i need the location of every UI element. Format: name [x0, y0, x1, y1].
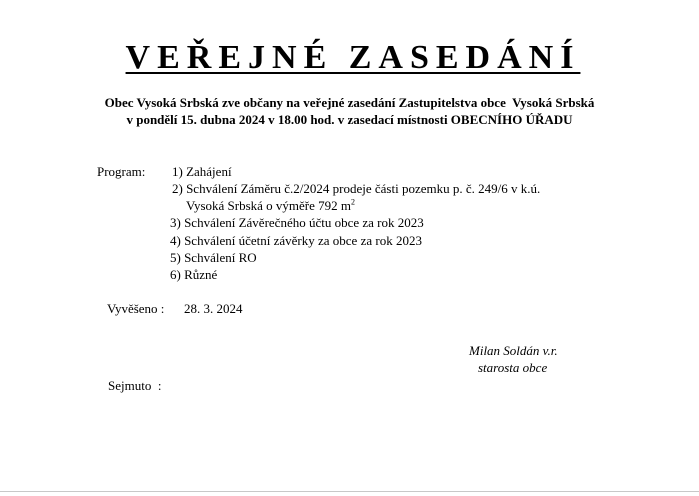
program-item-5: 5) Schválení RO — [170, 250, 257, 265]
posted-label: Vyvěšeno : — [107, 301, 165, 316]
page-bottom-border — [0, 491, 699, 492]
document-title: VEŘEJNÉ ZASEDÁNÍ — [125, 39, 581, 76]
signature-name: Milan Soldán v.r. — [469, 343, 558, 358]
program-item-2-continuation — [186, 197, 355, 214]
program-item-4: 4) Schválení účetní závěrky za obce za rok 2023 — [170, 233, 422, 248]
invitation-line-1: Obec Vysoká Srbská zve občany na veřejné zasedání Zastupitelstva obce Vysoká Srbská — [104, 95, 595, 110]
signature-role: starosta obce — [478, 360, 548, 375]
removed-label: Sejmuto : — [108, 378, 162, 393]
posted-date: 28. 3. 2024 — [184, 301, 243, 316]
area-superscript: 2 — [351, 197, 356, 207]
program-item-2-area: Vysoká Srbská o výměře 792 m — [186, 198, 352, 213]
program-item-3: 3) Schválení Závěrečného účtu obce za rok 2023 — [170, 215, 424, 230]
program-label: Program: — [97, 164, 146, 179]
program-item-2: 2) Schválení Záměru č.2/2024 prodeje části pozemku p. č. 249/6 v k.ú. — [172, 181, 541, 196]
program-item-6: 6) Různé — [170, 267, 218, 282]
program-item-1: 1) Zahájení — [172, 164, 232, 179]
invitation-line-2: v pondělí 15. dubna 2024 v 18.00 hod. v zasedací místnosti OBECNÍHO ÚŘADU — [126, 112, 573, 127]
invitation-text — [0, 94, 699, 128]
